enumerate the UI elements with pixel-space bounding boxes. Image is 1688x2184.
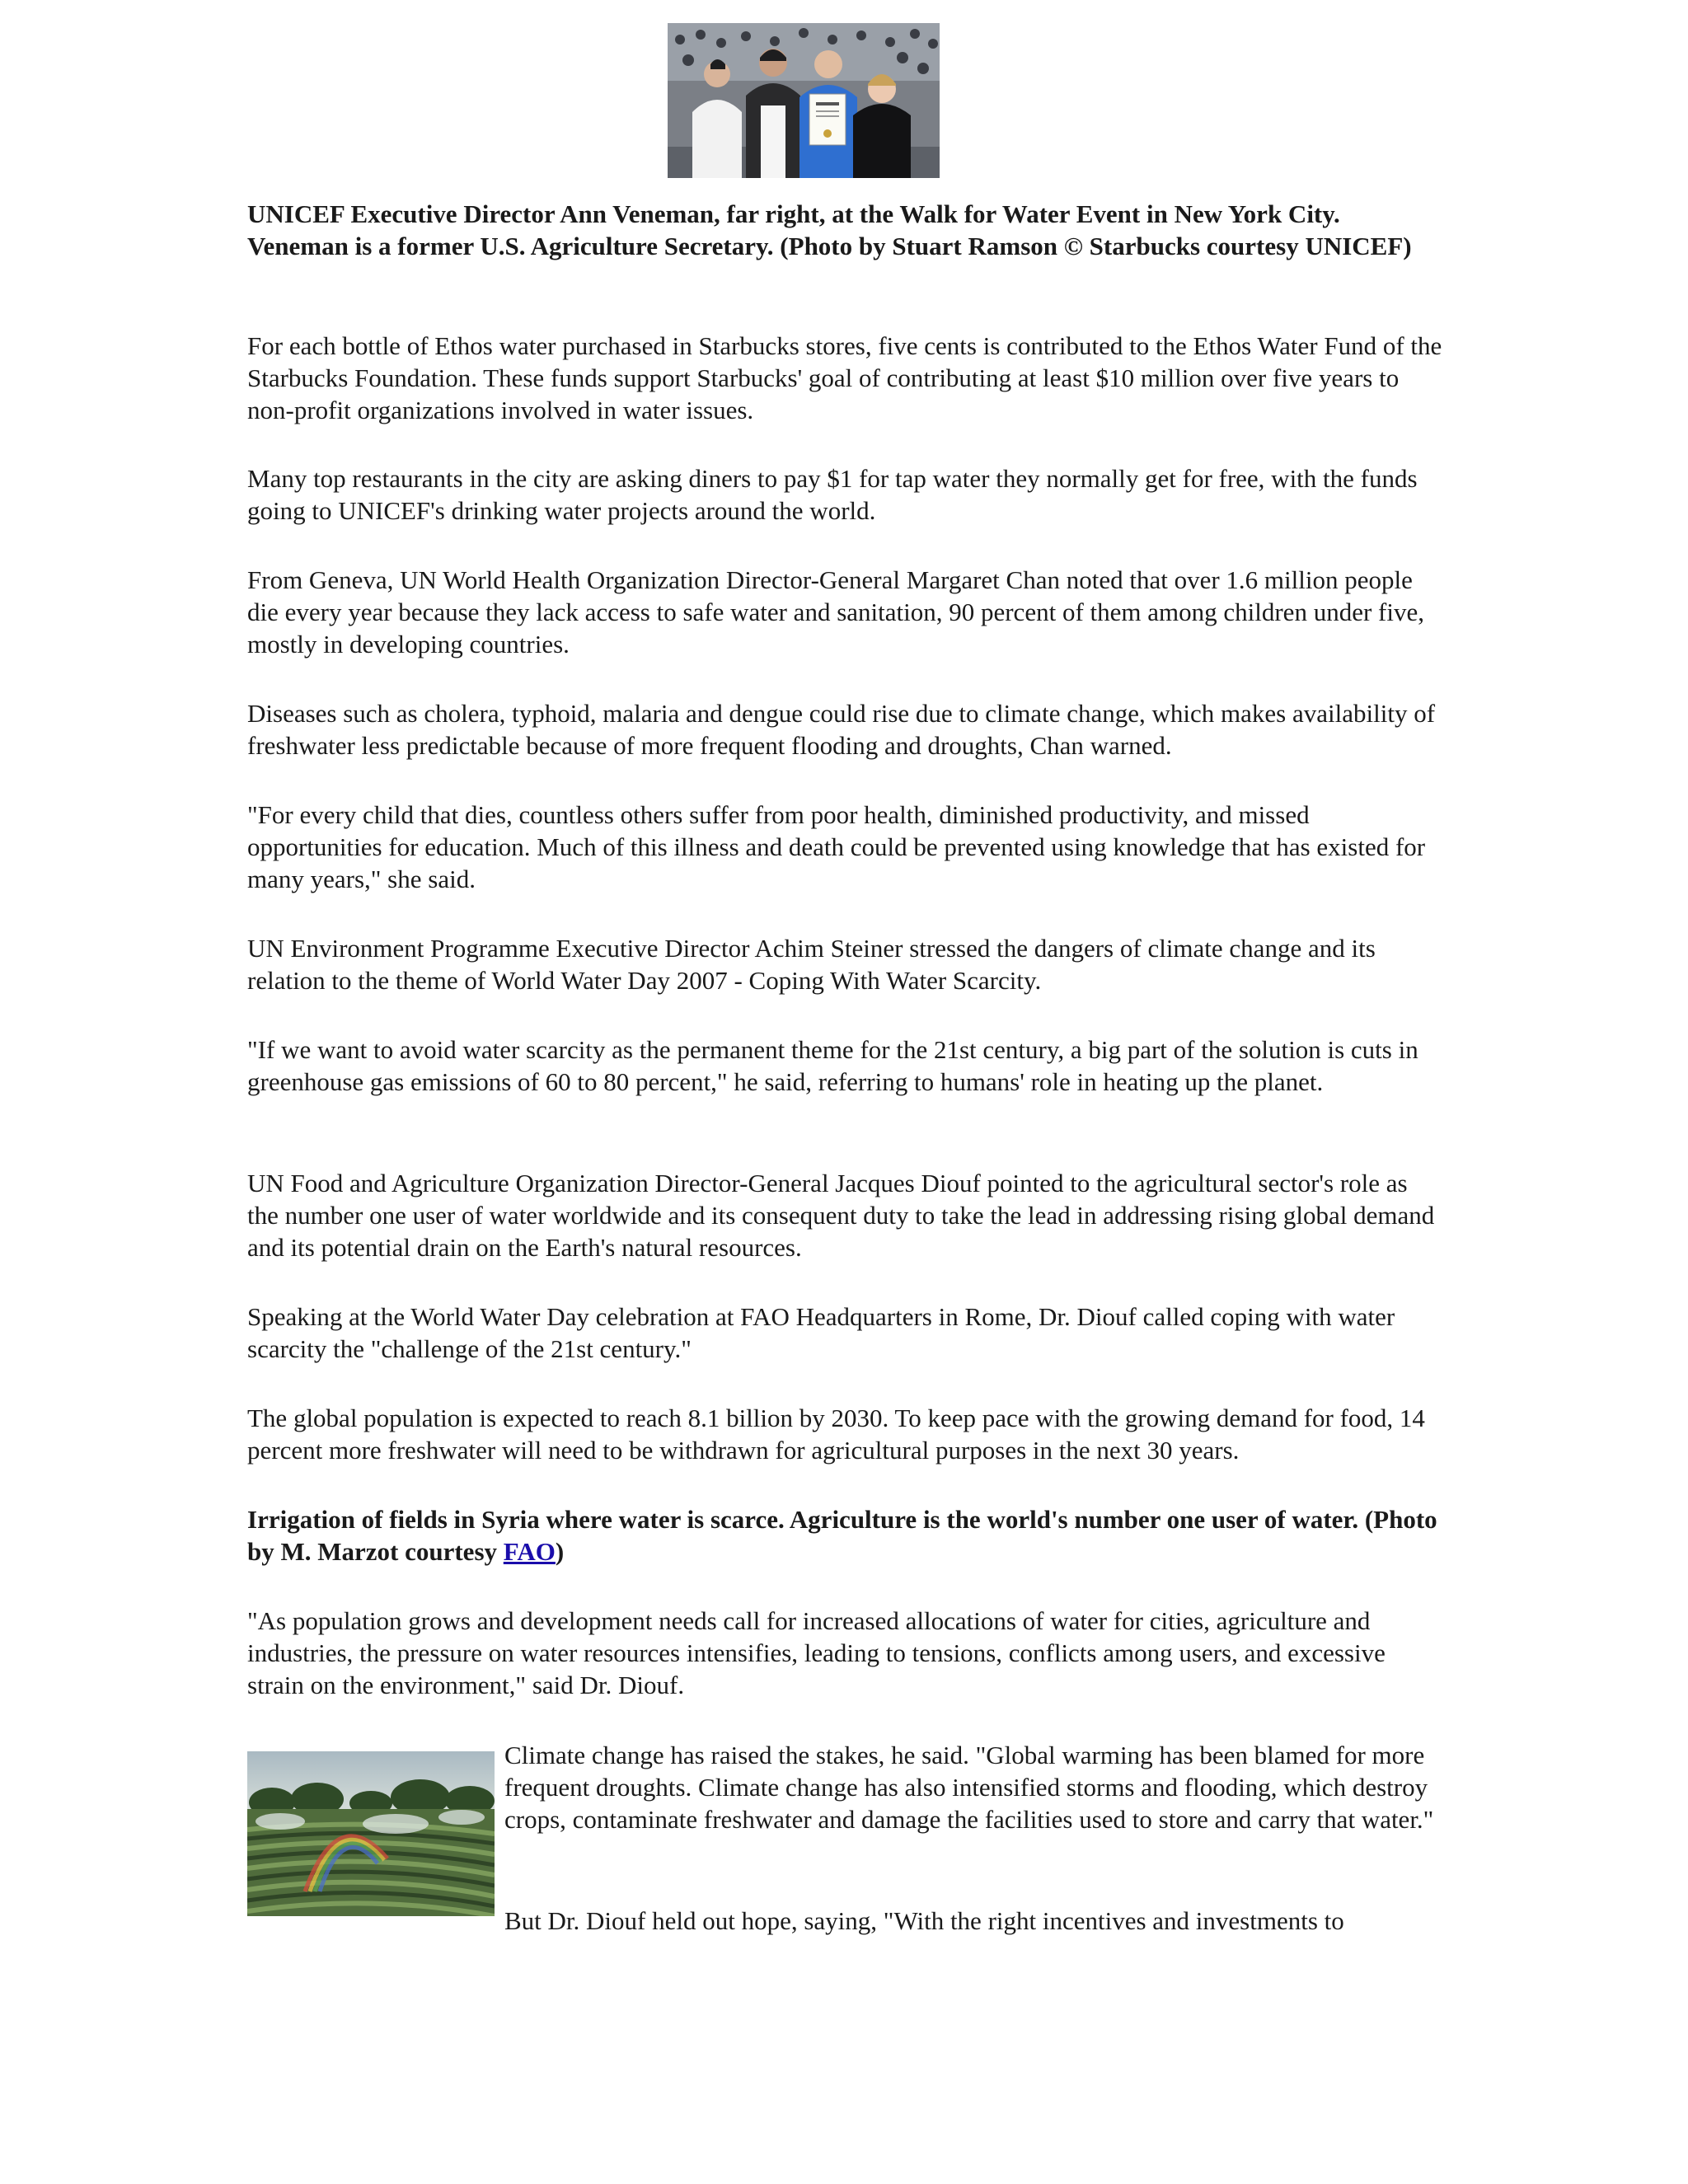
paragraph-who-chan: From Geneva, UN World Health Organization Director-General Margaret Chan noted that over 1.6 million people die every year because they lack access to safe water and sanitation, 90 percent of them among children under five, mostly in developing countries. (247, 565, 1424, 658)
paragraph-ethos-water: For each bottle of Ethos water purchased in Starbucks stores, five cents is contributed to the Ethos Water Fund of the Starbucks Foundation. These funds support Starbucks' goal of contributing at least $10 million over five years to non-profit organizations involved in water issues. (247, 331, 1442, 424)
fao-link[interactable]: FAO (503, 1537, 556, 1566)
paragraph-diouf-hope: But Dr. Diouf held out hope, saying, "With the right incentives and investments to (504, 1906, 1344, 1935)
paragraph-chan-quote: "For every child that dies, countless others suffer from poor health, diminished productivity, and missed opportunities for education. Much of this illness and death could be prevented using knowledge that has existed for many years," she said. (247, 800, 1426, 893)
paragraph-diseases: Diseases such as cholera, typhoid, malaria and dengue could rise due to climate change, which makes availability of freshwater less predictable because of more frequent flooding and droughts, Chan warned. (247, 699, 1436, 760)
paragraph-restaurants-tap-water: Many top restaurants in the city are asking diners to pay $1 for tap water they normally get for free, with the funds going to UNICEF's drinking water projects around the world. (247, 464, 1418, 525)
paragraph-rome-celebration: Speaking at the World Water Day celebration at FAO Headquarters in Rome, Dr. Diouf called coping with water scarcity the "challenge of the 21st century." (247, 1302, 1395, 1363)
paragraph-unep-steiner: UN Environment Programme Executive Director Achim Steiner stressed the dangers of climate change and its relation to the theme of World Water Day 2007 - Coping With Water Scarcity. (247, 934, 1376, 995)
irrigation-field-photo (247, 1751, 495, 1916)
paragraph-diouf-quote: "As population grows and development needs call for increased allocations of water for cities, agriculture and industries, the pressure on water resources intensifies, leading to tensions, conflicts among users, and excessive strain on the environment," said Dr. Diouf. (247, 1606, 1386, 1699)
paragraph-fao-diouf: UN Food and Agriculture Organization Director-General Jacques Diouf pointed to the agricultural sector's role as the number one user of water worldwide and its consequent duty to take the lead in addressing rising global demand and its potential drain on the Earth's natural resources. (247, 1169, 1435, 1262)
group-photo-icon (668, 23, 940, 178)
irrigation-sprinkler-field-photo-icon (247, 1751, 495, 1916)
paragraph-steiner-quote: "If we want to avoid water scarcity as the permanent theme for the 21st century, a big part of the solution is cuts in greenhouse gas emissions of 60 to 80 percent," he said, referring to humans' role in heating up the planet. (247, 1035, 1418, 1096)
walk-for-water-photo (668, 23, 940, 178)
paragraph-climate-stakes: Climate change has raised the stakes, he said. "Global warming has been blamed for more frequent droughts. Climate change has also intensified storms and flooding, which destroy crops, contaminate freshwater and damage the facilities used to store and carry that water." (504, 1741, 1434, 1834)
paragraph-global-population: The global population is expected to reach 8.1 billion by 2030. To keep pace with the growing demand for food, 14 percent more freshwater will need to be withdrawn for agricultural purposes in the next 30 years. (247, 1404, 1425, 1465)
photo-caption-irrigation (247, 1503, 1442, 1568)
photo-caption-unicef: UNICEF Executive Director Ann Veneman, far right, at the Walk for Water Event in New York City. Veneman is a former U.S. Agriculture Secretary. (Photo by Stuart Ramson © Starbucks courtesy UNICEF) (247, 199, 1412, 260)
caption-irrigation-text: Irrigation of fields in Syria where water is scarce. Agriculture is the world's number one user of water. (Photo by M. Marzot courtesy (247, 1505, 1437, 1566)
caption-irrigation-close: ) (555, 1537, 565, 1566)
